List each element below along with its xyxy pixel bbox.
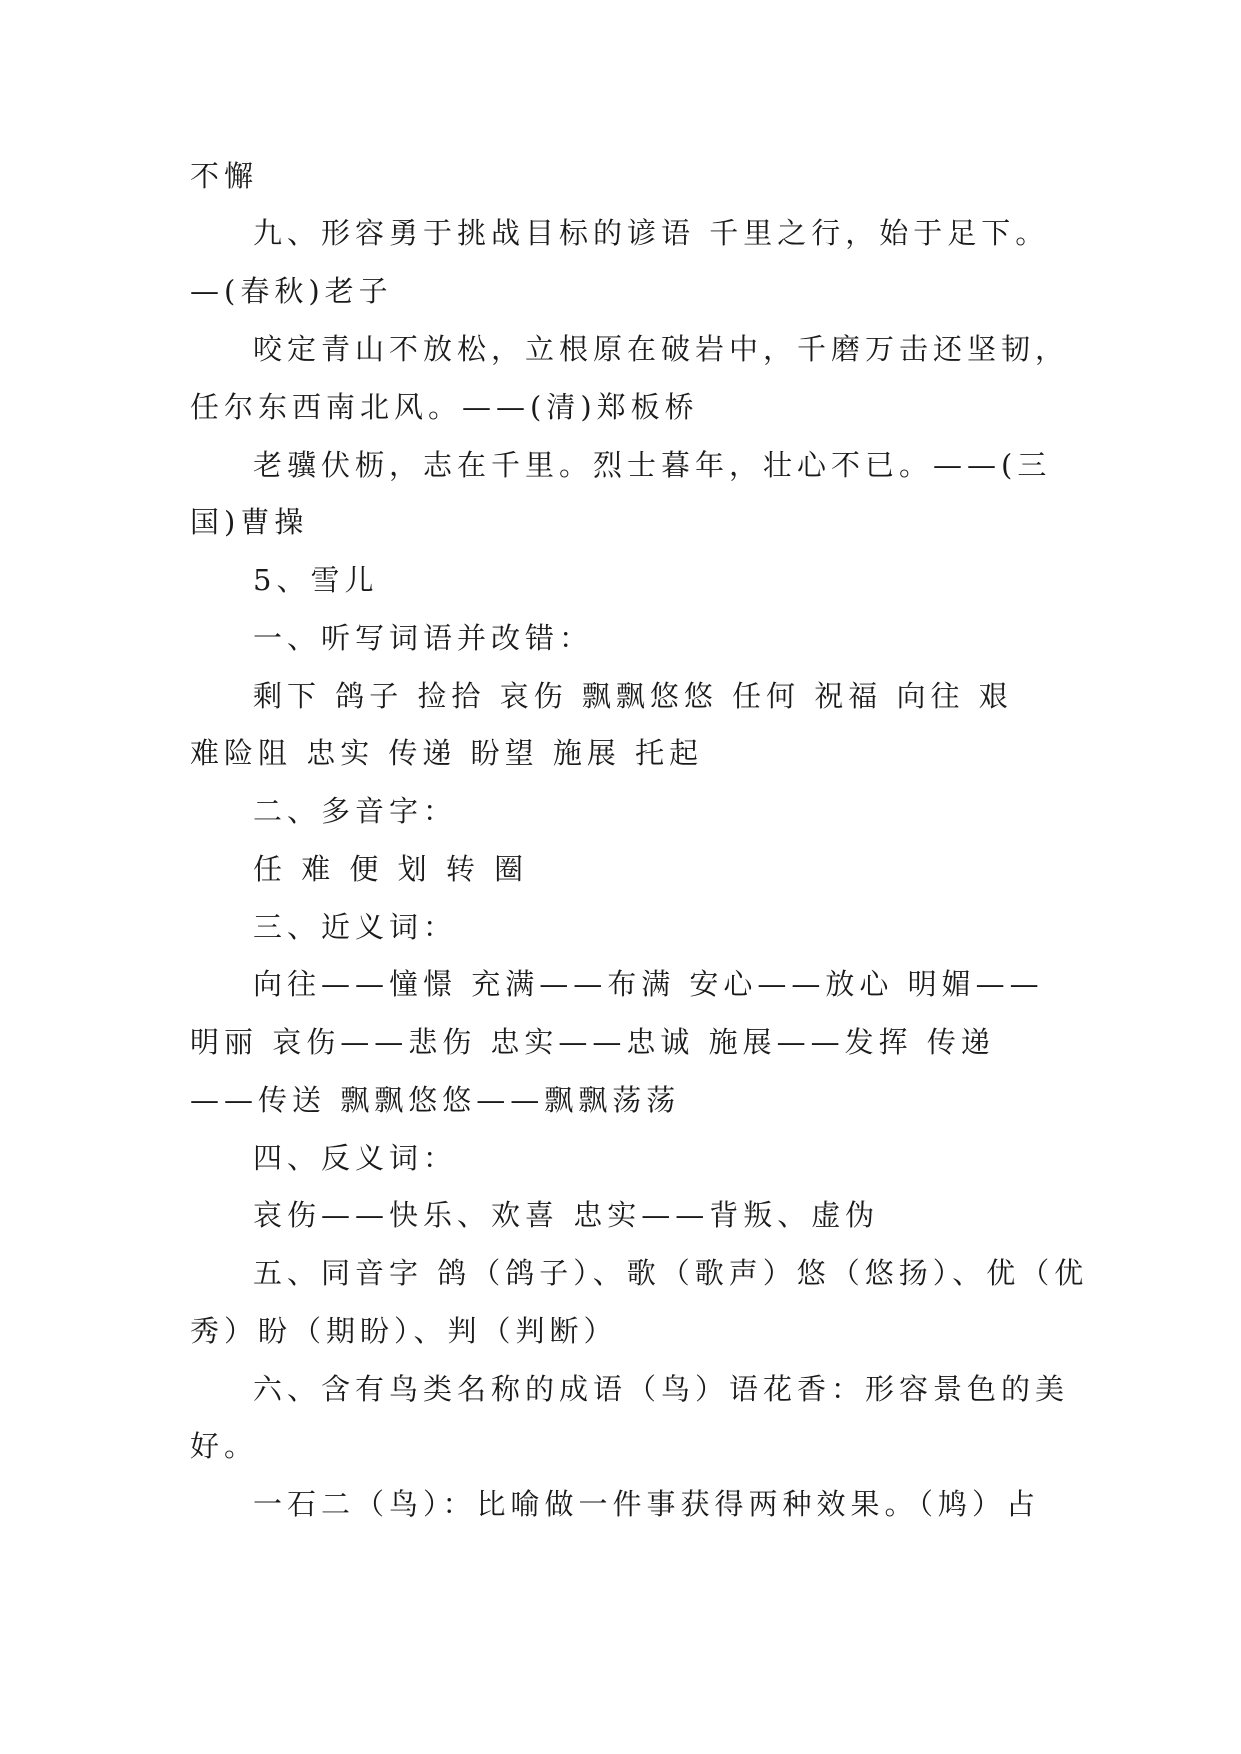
text-line: 五、同音字 鸽（鸽子）、歌（歌声）悠（悠扬）、优（优 xyxy=(253,1256,1089,1290)
text-line: 二、多音字： xyxy=(253,794,458,828)
text-line: 一石二（鸟）：比喻做一件事获得两种效果。（鸠）占 xyxy=(253,1487,1041,1521)
text-line: 剩下 鸽子 捡拾 哀伤 飘飘悠悠 任何 祝福 向往 艰 xyxy=(253,679,1013,713)
text-line: 哀伤——快乐、欢喜 忠实——背叛、虚伪 xyxy=(253,1198,880,1232)
text-line: 九、形容勇于挑战目标的谚语 千里之行，始于足下。 xyxy=(253,216,1050,250)
text-line: 六、含有鸟类名称的成语（鸟）语花香：形容景色的美 xyxy=(253,1372,1070,1406)
text-line: 明丽 哀伤——悲伤 忠实——忠诚 施展——发挥 传递 xyxy=(190,1025,995,1059)
text-line: 一、听写词语并改错： xyxy=(253,621,594,655)
text-line: 任尔东西南北风。——(清)郑板桥 xyxy=(190,390,699,424)
text-line: 秀）盼（期盼）、判（判断） xyxy=(190,1314,618,1348)
text-line: 不懈 xyxy=(190,159,259,193)
text-line: 任 难 便 划 转 圈 xyxy=(253,852,529,886)
text-line: ——传送 飘飘悠悠——飘飘荡荡 xyxy=(190,1083,681,1117)
text-line: —(春秋)老子 xyxy=(190,274,393,308)
text-line: 老骥伏枥，志在千里。烈士暮年，壮心不已。——(三 xyxy=(253,448,1052,482)
text-line: 国)曹操 xyxy=(190,505,309,539)
text-line: 向往——憧憬 充满——布满 安心——放心 明媚—— xyxy=(253,967,1044,1001)
text-line: 难险阻 忠实 传递 盼望 施展 托起 xyxy=(190,736,704,770)
text-line: 好。 xyxy=(190,1429,259,1463)
text-line: 三、近义词： xyxy=(253,910,458,944)
text-line: 咬定青山不放松，立根原在破岩中，千磨万击还坚韧， xyxy=(253,332,1070,366)
section-heading: 5、雪儿 xyxy=(253,563,379,597)
text-line: 四、反义词： xyxy=(253,1141,458,1175)
